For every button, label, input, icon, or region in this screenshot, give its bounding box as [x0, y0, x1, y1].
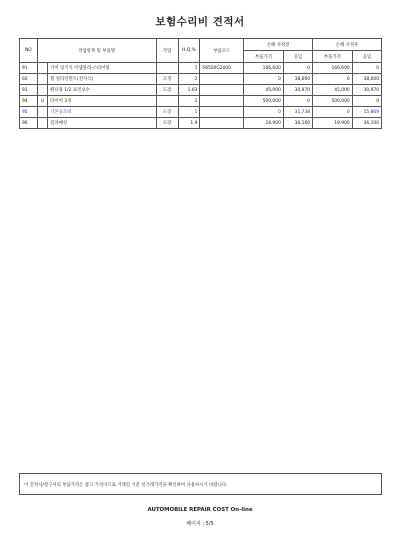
row-after-part: 45,000 [313, 85, 353, 96]
row-item: 펜더용 1/2 표면보수 [48, 85, 156, 96]
row-before-labor: 38,000 [283, 74, 312, 85]
table-row [20, 96, 382, 107]
row-before-labor: 36,100 [283, 118, 312, 129]
table-row [20, 118, 382, 129]
row-hours: 1 [178, 107, 200, 118]
table-row [20, 107, 382, 118]
header-work: 작업 [156, 39, 178, 63]
row-code [200, 96, 244, 107]
row-flag: U [37, 96, 47, 107]
row-after-labor: 0 [352, 96, 381, 107]
row-hours: 1 [178, 63, 200, 74]
row-after-part: 0 [313, 74, 353, 85]
row-after-part: 500,000 [313, 96, 353, 107]
row-before-labor: 0 [283, 63, 312, 74]
notice-text: 이 견적서/청구서의 부품가격은 참고 가격이므로 거래일 기준 실거래가격을 확인하여 사용하시기 바랍니다. [24, 483, 228, 488]
header-item: 작업항목 및 부품명 [37, 39, 156, 63]
header-before-group: 손해 사정전 [244, 39, 313, 51]
row-no: 93 [20, 85, 38, 96]
row-flag [37, 74, 47, 85]
header-after-group: 손해 사정후 [313, 39, 382, 51]
header-code: 부품코드 [200, 39, 244, 63]
header-after-part: 부품가격 [313, 51, 353, 63]
row-before-part: 45,000 [244, 85, 284, 96]
row-item: 컴파메칭 [48, 118, 156, 129]
row-work: 도장 [156, 118, 178, 129]
row-item: 타이어 3개 [48, 96, 156, 107]
row-before-labor: 30,970 [283, 85, 312, 96]
row-work: 도장 [156, 85, 178, 96]
row-flag [37, 85, 47, 96]
row-no: 94 [20, 96, 38, 107]
row-item: 휠 얼라인먼트(전자식) [48, 74, 156, 85]
estimate-table [19, 38, 382, 129]
row-flag [37, 107, 47, 118]
row-work [156, 63, 178, 74]
row-code [200, 74, 244, 85]
row-code [200, 118, 244, 129]
table-row [20, 63, 382, 74]
row-before-part: 0 [244, 107, 284, 118]
row-before-part: 500,000 [244, 96, 284, 107]
row-hours: 1 [178, 96, 200, 107]
row-after-labor: 0 [352, 63, 381, 74]
row-no: 91 [20, 63, 38, 74]
row-before-labor: 31,738 [283, 107, 312, 118]
row-after-part: 166,600 [313, 63, 353, 74]
table-row [20, 85, 382, 96]
row-before-part: 18,900 [244, 118, 284, 129]
notice-box [19, 473, 382, 495]
row-after-labor: 38,000 [352, 74, 381, 85]
row-after-labor: 30,970 [352, 85, 381, 96]
row-hours: 2 [178, 74, 200, 85]
row-code: 56500G2000 [200, 63, 244, 74]
service-name: AUTOMOBILE REPAIR COST On-line [147, 507, 253, 513]
row-item: 기본공조비 [48, 107, 156, 118]
header-after-labor: 공임 [352, 51, 381, 63]
row-work: 조정 [156, 74, 178, 85]
header-no: NO [20, 39, 38, 63]
row-before-part: 166,600 [244, 63, 284, 74]
row-before-labor: 0 [283, 96, 312, 107]
page-number: 페이지 : 5/5 [186, 521, 214, 527]
row-after-labor: 36,100 [352, 118, 381, 129]
row-code [200, 85, 244, 96]
document-title: 보험수리비 견적서 [155, 16, 245, 28]
row-after-labor: 15,869 [352, 107, 381, 118]
row-hours: 1.63 [178, 85, 200, 96]
header-before-labor: 공임 [283, 51, 312, 63]
row-no: 95 [20, 107, 38, 118]
row-flag [37, 63, 47, 74]
row-hours: 1.9 [178, 118, 200, 129]
row-code [200, 107, 244, 118]
row-work [156, 96, 178, 107]
row-work: 도장 [156, 107, 178, 118]
row-after-part: 18,900 [313, 118, 353, 129]
row-no: 96 [20, 118, 38, 129]
row-flag [37, 118, 47, 129]
row-before-part: 0 [244, 74, 284, 85]
row-no: 92 [20, 74, 38, 85]
row-after-part: 0 [313, 107, 353, 118]
table-row [20, 74, 382, 85]
header-hours: H,Q,% [178, 39, 200, 63]
row-item: 기어 링키지 어셈블리-스티어링 [48, 63, 156, 74]
header-before-part: 부품가격 [244, 51, 284, 63]
